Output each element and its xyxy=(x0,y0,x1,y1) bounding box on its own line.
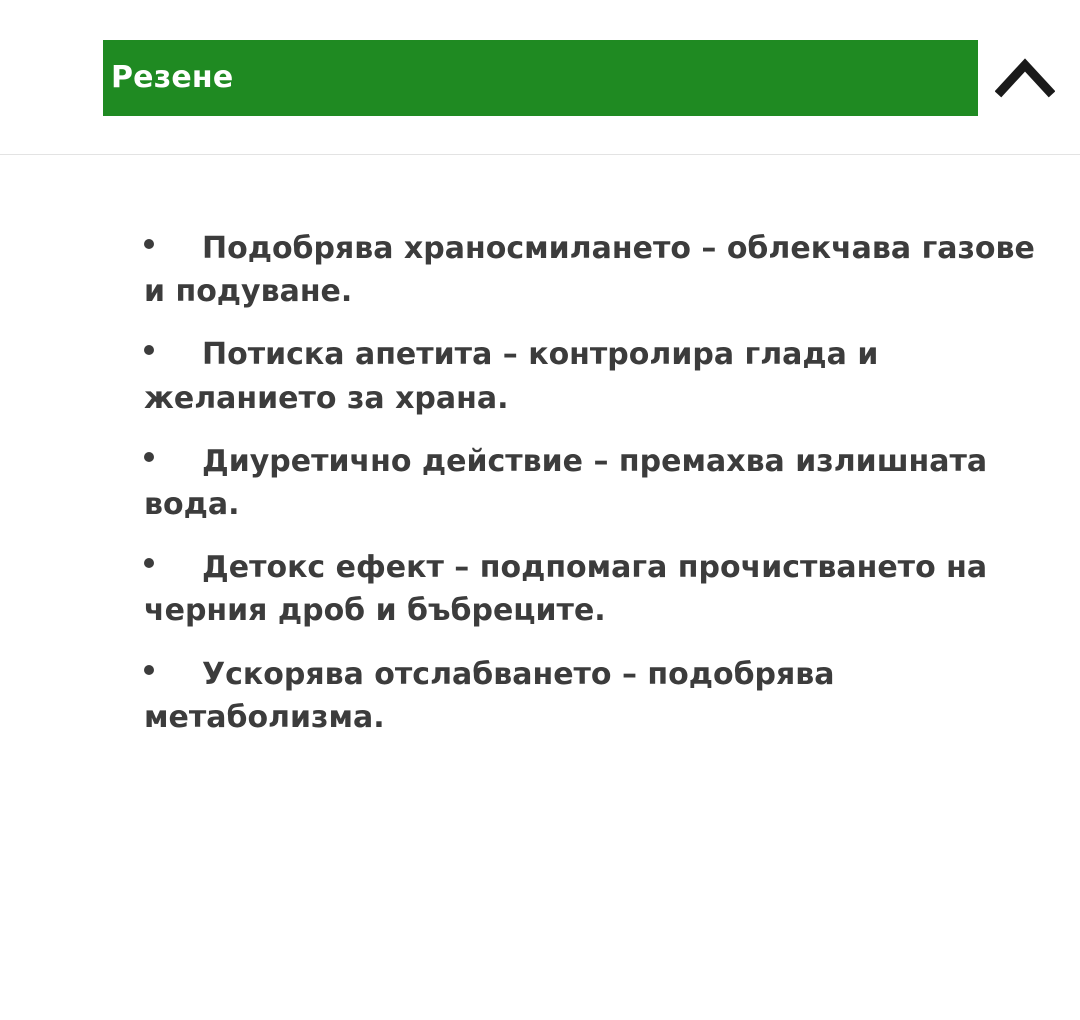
list-item-label: Детокс ефект – подпомага прочистването на черния дроб и бъбреците. xyxy=(144,550,988,629)
list-item-label: Подобрява храносмилането – облекчава газове и подуване. xyxy=(144,231,1035,310)
bullet-icon xyxy=(144,558,154,568)
accordion-header[interactable] xyxy=(0,0,1080,155)
list-item xyxy=(144,440,1040,526)
chevron-up-icon[interactable] xyxy=(995,55,1055,101)
list-item xyxy=(144,546,1040,632)
accordion-title: Резене xyxy=(111,60,234,95)
list-item xyxy=(144,227,1040,313)
list-item-label: Диуретично действие – премахва излишната вода. xyxy=(144,443,988,522)
bullet-icon xyxy=(144,239,154,249)
bullet-icon xyxy=(144,665,154,675)
bullet-icon xyxy=(144,345,154,355)
benefits-list xyxy=(144,227,1040,739)
list-item-label: Потиска апетита – контролира глада и желанието за храна. xyxy=(144,337,879,416)
list-item xyxy=(144,653,1040,739)
accordion-title-bar[interactable] xyxy=(103,40,978,116)
list-item-label: Ускорява отслабването – подобрява метаболизма. xyxy=(144,656,835,735)
accordion-content xyxy=(0,155,1080,739)
list-item xyxy=(144,333,1040,419)
bullet-icon xyxy=(144,452,154,462)
